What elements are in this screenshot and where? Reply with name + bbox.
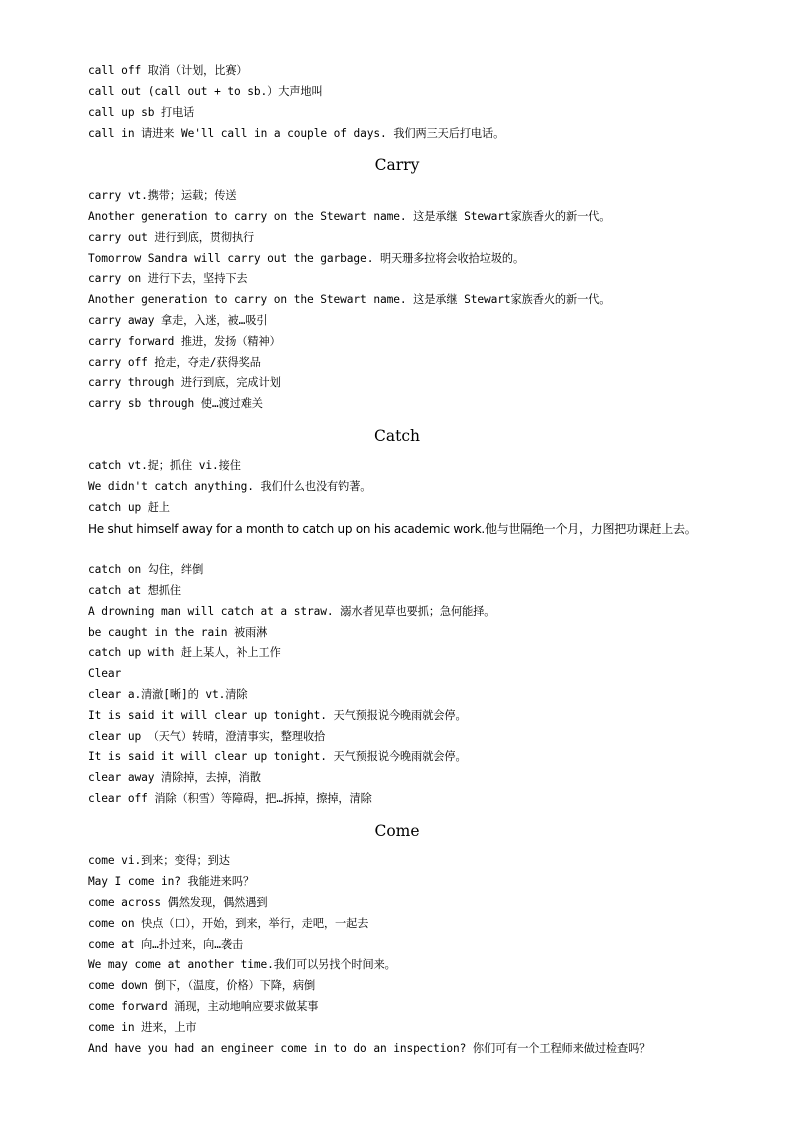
entry-carry-off: carry off 抢走，夺走/获得奖品: [88, 356, 261, 369]
entry-carry-out: carry out 进行到底，贯彻执行: [88, 231, 255, 244]
entry-clear-off: clear off 消除（积雪）等障碍，把…拆掉，擦掉，清除: [88, 792, 372, 805]
entry-catch-def: catch vt.捉；抓住 vi.接住: [88, 459, 241, 472]
entry-clear-up: clear up （天气）转晴，澄清事实，整理收拾: [88, 730, 326, 743]
entry-call-up: call up sb 打电话: [88, 106, 195, 119]
entry-clear-def: clear a.清澈[晰]的 vt.清除: [88, 688, 248, 701]
example-carry-out: Tomorrow Sandra will carry out the garbage. 明天珊多拉将会收拾垃圾的。: [88, 252, 525, 265]
entry-come-forward: come forward 涌现，主动地响应要求做某事: [88, 1000, 319, 1013]
example-clear-up-2: It is said it will clear up tonight. 天气预报说今晚雨就会停。: [88, 750, 467, 763]
example-come-in: May I come in? 我能进来吗？: [88, 875, 255, 888]
entry-carry-def: carry vt.携带；运载；传送: [88, 189, 237, 202]
entry-call-in: call in 请进来 We'll call in a couple of days. 我们两三天后打电话。: [88, 127, 505, 140]
heading-come: Come: [374, 822, 420, 840]
entry-call-off: call off 取消（计划，比赛）: [88, 64, 248, 77]
heading-catch: Catch: [374, 427, 420, 445]
entry-carry-sb-through: carry sb through 使…渡过难关: [88, 397, 263, 410]
entry-be-caught-in-the-rain: be caught in the rain 被雨淋: [88, 626, 268, 639]
heading-carry: Carry: [374, 156, 420, 174]
example-carry-on-2: Another generation to carry on the Stewart name. 这是承继 Stewart家族香火的新一代。: [88, 293, 611, 306]
entry-carry-forward: carry forward 推进，发扬（精神）: [88, 335, 281, 348]
entry-catch-up-with: catch up with 赶上某人，补上工作: [88, 646, 281, 659]
entry-catch-at: catch at 想抓住: [88, 584, 181, 597]
entry-come-at: come at 向…扑过来，向…袭击: [88, 938, 244, 951]
entry-carry-away: carry away 拿走，入迷，被…吸引: [88, 314, 268, 327]
example-come-at: We may come at another time.我们可以另找个时间来。: [88, 958, 396, 971]
entry-come-def: come vi.到来；变得；到达: [88, 854, 230, 867]
entry-come-down: come down 倒下，（温度，价格）下降，病倒: [88, 979, 316, 992]
entry-carry-through: carry through 进行到底，完成计划: [88, 376, 281, 389]
entry-call-out: call out (call out + to sb.）大声地叫: [88, 85, 323, 98]
example-come-in-engineer: And have you had an engineer come in to do an inspection? 你们可有一个工程师来做过检查吗？: [88, 1042, 651, 1055]
example-catch: We didn't catch anything. 我们什么也没有钓著。: [88, 480, 372, 493]
entry-come-on: come on 快点（口），开始，到来，举行，走吧，一起去: [88, 917, 369, 930]
entry-come-in: come in 进来，上市: [88, 1021, 197, 1034]
example-carry-on-1: Another generation to carry on the Stewart name. 这是承继 Stewart家族香火的新一代。: [88, 210, 611, 223]
example-catch-up: He shut himself away for a month to catch up on his academic work.他与世隔绝一个月，力图把功课赶上去。: [88, 522, 697, 536]
entry-come-across: come across 偶然发现，偶然遇到: [88, 896, 268, 909]
entry-catch-on: catch on 勾住，绊倒: [88, 563, 204, 576]
example-catch-at: A drowning man will catch at a straw. 溺水者见草也要抓；急何能择。: [88, 605, 496, 618]
entry-clear-away: clear away 清除掉，去掉，消散: [88, 771, 261, 784]
entry-clear-label: Clear: [88, 667, 122, 680]
entry-carry-on: carry on 进行下去，坚持下去: [88, 272, 248, 285]
entry-catch-up: catch up 赶上: [88, 501, 170, 514]
example-clear-up-1: It is said it will clear up tonight. 天气预报说今晚雨就会停。: [88, 709, 467, 722]
